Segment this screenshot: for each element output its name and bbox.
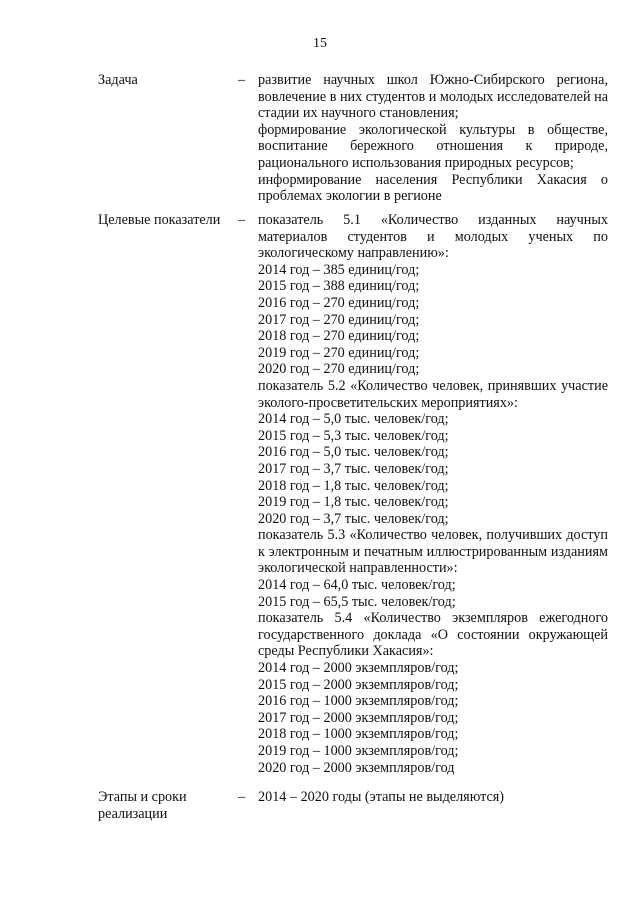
indicator-value: 2016 год – 1000 экземпляров/год; <box>258 693 459 710</box>
indicator-5-4 <box>258 610 608 776</box>
stages-text: 2014 – 2020 годы (этапы не выделяются) <box>258 789 505 805</box>
indicator-value: 2016 год – 270 единиц/год; <box>258 294 420 311</box>
dash-separator: – <box>238 72 246 88</box>
section-content <box>258 212 608 776</box>
indicator-5-1 <box>258 212 608 378</box>
indicator-value: 2019 год – 1,8 тыс. человек/год; <box>258 494 449 511</box>
indicator-title: показатель 5.3 «Количество человек, получивших доступ к электронным и печатным иллюстрированным изданиям экологической направленности»: <box>258 527 608 577</box>
indicator-value: 2017 год – 3,7 тыс. человек/год; <box>258 460 449 477</box>
indicator-value: 2015 год – 2000 экземпляров/год; <box>258 676 459 693</box>
section-label: Целевые показатели <box>98 212 221 228</box>
indicator-value: 2018 год – 1000 экземпляров/год; <box>258 726 459 743</box>
indicator-value: 2016 год – 5,0 тыс. человек/год; <box>258 444 449 461</box>
indicator-value: 2014 год – 2000 экземпляров/год; <box>258 660 459 677</box>
section-label: Этапы и сроки реализации <box>98 789 187 822</box>
task-paragraph: информирование населения Республики Хакасия о проблемах экологии в регионе <box>258 171 608 205</box>
task-paragraph: развитие научных школ Южно-Сибирского региона, вовлечение в них студентов и молодых исследователей на стадии их научного становления; <box>258 72 608 122</box>
indicator-value: 2015 год – 5,3 тыс. человек/год; <box>258 427 449 444</box>
section-label: Задача <box>98 72 138 88</box>
indicator-value: 2019 год – 1000 экземпляров/год; <box>258 743 459 759</box>
task-paragraph: формирование экологической культуры в обществе, воспитание бережного отношения к природе, рационального использования природных ресурсов; <box>258 121 608 171</box>
indicator-value: 2015 год – 388 единиц/год; <box>258 278 420 295</box>
indicator-5-2 <box>258 378 608 527</box>
indicator-value: 2020 год – 2000 экземпляров/год <box>258 759 455 776</box>
indicator-title: показатель 5.2 «Количество человек, принявших участие эколого-просветительских мероприятиях»: <box>258 377 608 411</box>
indicator-value: 2018 год – 1,8 тыс. человек/год; <box>258 477 449 494</box>
indicator-value: 2014 год – 64,0 тыс. человек/год; <box>258 577 456 594</box>
indicator-value: 2018 год – 270 единиц/год; <box>258 328 420 345</box>
indicator-value: 2019 год – 270 единиц/год; <box>258 344 420 361</box>
indicator-value: 2020 год – 3,7 тыс. человек/год; <box>258 510 449 527</box>
indicator-title: показатель 5.1 «Количество изданных научных материалов студентов и молодых ученых по экологическому направлению»: <box>258 212 608 262</box>
indicator-value: 2014 год – 5,0 тыс. человек/год; <box>258 411 449 428</box>
section-content <box>258 72 608 205</box>
section-content <box>258 789 608 806</box>
indicator-value: 2015 год – 65,5 тыс. человек/год; <box>258 593 456 610</box>
dash-separator: – <box>238 789 246 805</box>
indicator-value: 2020 год – 270 единиц/год; <box>258 361 420 378</box>
indicator-5-3 <box>258 527 608 610</box>
indicator-value: 2017 год – 270 единиц/год; <box>258 311 420 328</box>
indicator-value: 2017 год – 2000 экземпляров/год; <box>258 709 459 726</box>
indicator-title: показатель 5.4 «Количество экземпляров ежегодного государственного доклада «О состоянии окружающей среды Республики Хакасия»: <box>258 610 608 660</box>
indicator-value: 2014 год – 385 единиц/год; <box>258 261 420 278</box>
page-number: 15 <box>313 36 327 51</box>
dash-separator: – <box>238 212 246 228</box>
